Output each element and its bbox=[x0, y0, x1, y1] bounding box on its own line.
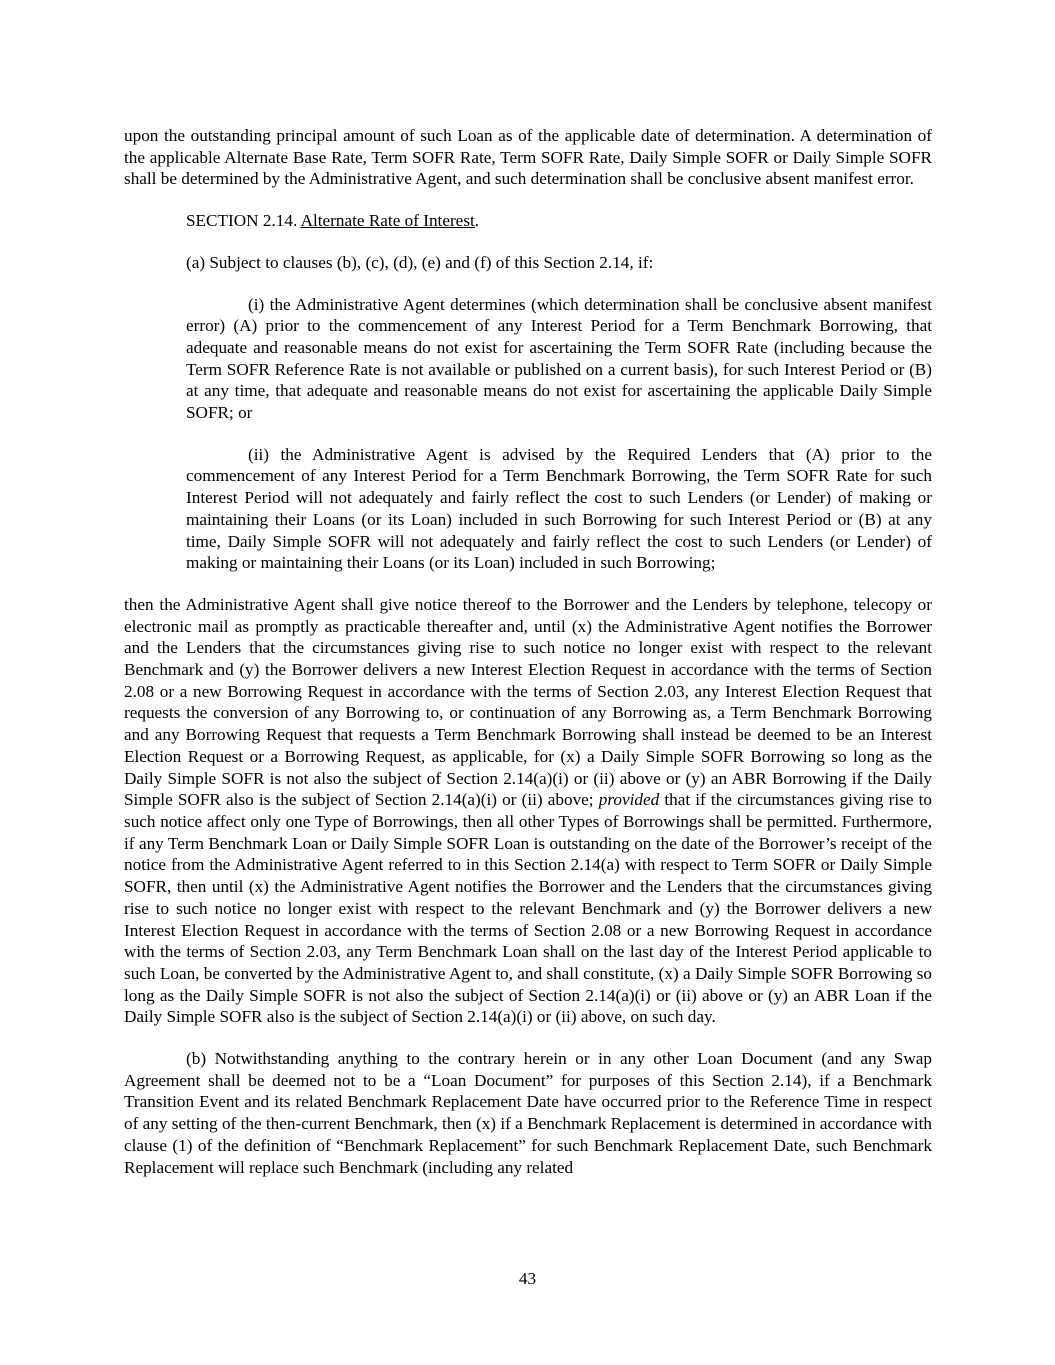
then-text-part1: then the Administrative Agent shall give notice thereof to the Borrower and the Lenders by telephone, telecopy or electronic mail as promptly as practicable thereafter and, until (x) the Administrative Agent notifies the Borrower and the Lenders that the circumstances giving rise to such notice no longer exist with respect to the relevant Benchmark and (y) the Borrower delivers a new Interest Election Request in accordance with the terms of Section 2.08 or a new Borrowing Request in accordance with the terms of Section 2.03, any Interest Election Request that requests the conversion of any Borrowing to, or continuation of any Borrowing as, a Term Benchmark Borrowing and any Borrowing Request that requests a Term Benchmark Borrowing shall instead be deemed to be an Interest Election Request or a Borrowing Request, as applicable, for (x) a Daily Simple SOFR Borrowing so long as the Daily Simple SOFR is not also the subject of Section 2.14(a)(i) or (ii) above or (y) an ABR Borrowing if the Daily Simple SOFR also is the subject of Section 2.14(a)(i) or (ii) above; bbox=[124, 594, 932, 810]
clause-a-intro: (a) Subject to clauses (b), (c), (d), (e) and (f) of this Section 2.14, if: bbox=[186, 252, 654, 272]
section-number: SECTION 2.14. bbox=[186, 211, 301, 231]
then-text-part2: that if the circumstances giving rise to such notice affect only one Type of Borrowings, then all other Types of Borrowings shall be permitted. Furthermore, if any Term Benchmark Loan or Daily Simple SOFR Loan is outstanding on the date of the Borrower’s receipt of the notice from the Administrative Agent referred to in this Section 2.14(a) with respect to Term SOFR or Daily Simple SOFR, then until (x) the Administrative Agent notifies the Borrower and the Lenders that the circumstances giving rise to such notice no longer exist with respect to the relevant Benchmark and (y) the Borrower delivers a new Interest Election Request in accordance with the terms of Section 2.08 or a new Borrowing Request in accordance with the terms of Section 2.03, any Term Benchmark Loan shall on the last day of the Interest Period applicable to such Loan, be converted by the Administrative Agent to, and shall constitute, (x) a Daily Simple SOFR Borrowing so long as the Daily Simple SOFR is not also the subject of Section 2.14(a)(i) or (ii) above or (y) an ABR Loan if the Daily Simple SOFR also is the subject of Section 2.14(a)(i) or (ii) above, on such day. bbox=[124, 790, 932, 1027]
provided-italic: provided bbox=[598, 790, 660, 810]
section-title: Alternate Rate of Interest bbox=[300, 211, 475, 231]
document-page bbox=[124, 125, 932, 1178]
clause-ii: (ii) the Administrative Agent is advised by the Required Lenders that (A) prior to the commencement of any Interest Period for a Term Benchmark Borrowing, the Term SOFR Rate for such Interest Period will not adequately and fairly reflect the cost to such Lenders (or Lender) of making or maintaining their Loans (or its Loan) included in such Borrowing for such Interest Period or (B) at any time, Daily Simple SOFR will not adequately and fairly reflect the cost to such Lenders (or Lender) of making or maintaining their Loans (or its Loan) included in such Borrowing; bbox=[186, 444, 932, 573]
section-heading bbox=[124, 210, 932, 232]
clause-i: (i) the Administrative Agent determines (which determination shall be conclusive absent manifest error) (A) prior to the commencement of any Interest Period for a Term Benchmark Borrowing, that adequate and reasonable means do not exist for ascertaining the Term SOFR Rate (including because the Term SOFR Reference Rate is not available or published on a current basis), for such Interest Period or (B) at any time, that adequate and reasonable means do not exist for ascertaining the applicable Daily Simple SOFR; or bbox=[186, 294, 932, 423]
section-title-period: . bbox=[474, 211, 480, 231]
page-number: 43 bbox=[518, 1269, 537, 1288]
paragraph-continuation: upon the outstanding principal amount of such Loan as of the applicable date of determination. A determination of the applicable Alternate Base Rate, Term SOFR Rate, Term SOFR Rate, Daily Simple SOFR or Daily Simple SOFR shall be determined by the Administrative Agent, and such determination shall be conclusive absent manifest error. bbox=[124, 126, 932, 189]
subclause-block bbox=[124, 294, 932, 574]
then-paragraph bbox=[124, 594, 932, 1028]
clause-b: (b) Notwithstanding anything to the contrary herein or in any other Loan Document (and any Swap Agreement shall be deemed not to be a “Loan Document” for purposes of this Section 2.14), if a Benchmark Transition Event and its related Benchmark Replacement Date have occurred prior to the Reference Time in respect of any setting of the then-current Benchmark, then (x) if a Benchmark Replacement is determined in accordance with clause (1) of the definition of “Benchmark Replacement” for such Benchmark Replacement Date, such Benchmark Replacement will replace such Benchmark (including any related bbox=[124, 1049, 932, 1177]
